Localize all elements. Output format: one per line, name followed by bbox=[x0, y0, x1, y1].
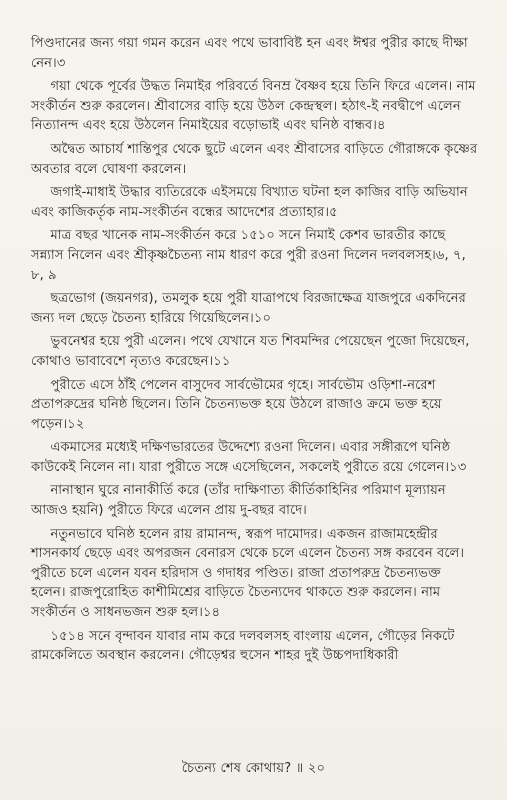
paragraph-7 bbox=[31, 332, 478, 371]
paragraph-2 bbox=[31, 77, 478, 136]
paragraph-8 bbox=[31, 376, 478, 435]
paragraph-3 bbox=[31, 140, 478, 179]
paragraph-4-text: জগাই-মাধাই উদ্ধার ব্যতিরেকে এইসময়ে বিখ্যাত ঘটনা হল কাজির বাড়ি অভিযান এবং কাজিকর্তৃক নাম-সংকীর্তন বন্ধের আদেশের প্রত্যাহার।৫ bbox=[31, 185, 468, 220]
paragraph-1-text: পিণ্ডদানের জন্য গয়া গমন করেন এবং পথে ভাবাবিষ্ট হন এবং ঈশ্বর পুরীর কাছে দীক্ষা নেন।৩ bbox=[31, 36, 468, 71]
paragraph-5 bbox=[31, 226, 478, 285]
paragraph-11 bbox=[31, 525, 478, 623]
paragraph-6 bbox=[31, 289, 478, 328]
page-footer: চৈতন্য শেষ কোথায়? ॥ ২০ bbox=[181, 761, 326, 776]
paragraph-10 bbox=[31, 481, 478, 520]
paragraph-12-text: ১৫১৪ সনে বৃন্দাবন যাবার নাম করে দলবলসহ বাংলায় এলেন, গৌড়ের নিকটে রামকেলিতে অবস্থান করলেন। গৌড়েশ্বর হুসেন শাহর দুই উচ্চপদাধিকারী bbox=[31, 628, 455, 664]
paragraph-1 bbox=[31, 34, 478, 73]
paragraph-6-text: ছত্রভোগ (জয়নগর), তমলুক হয়ে পুরী যাত্রাপথে বিরজাক্ষেত্র যাজপুরে একদিনের জন্য দল ছেড়ে চৈতন্য হারিয়ে গিয়েছিলেন।১০ bbox=[31, 291, 466, 326]
body-text bbox=[31, 34, 478, 666]
paragraph-5-text: মাত্র বছর খানেক নাম-সংকীর্তন করে ১৫১০ সনে নিমাই কেশব ভারতীর কাছে সন্ন্যাস নিলেন এবং শ্রীকৃষ্ণচৈতন্য নাম ধারণ করে পুরী রওনা দিলেন দলবলসহ।৬, ৭, ৮, ৯ bbox=[31, 228, 466, 283]
paragraph-9-text: একমাসের মধ্যেই দক্ষিণভারতের উদ্দেশ্যে রওনা দিলেন। এবার সঙ্গীরূপে ঘনিষ্ঠ কাউকেই নিলেন না। যারা পুরীতে সঙ্গে এসেছিলেন, সকলেই পুরীতে রয়ে গেলেন।১৩ bbox=[31, 440, 467, 475]
paragraph-2-text: গয়া থেকে পূর্বের উদ্ধত নিমাইর পরিবর্তে বিনম্র বৈষ্ণব হয়ে তিনি ফিরে এলেন। নাম সংকীর্তন শুরু করলেন। শ্রীবাসের বাড়ি হয়ে উঠল কেন্দ্রস্থল। হঠাৎ-ই নবদ্বীপে এলেন নিত্যানন্দ এবং হয়ে উঠলেন নিমাইয়ের বড়োভাই এবং ঘনিষ্ঠ বান্ধব।৪ bbox=[31, 79, 476, 134]
paragraph-12 bbox=[31, 627, 478, 666]
paragraph-9 bbox=[31, 438, 478, 477]
paragraph-7-text: ভুবনেশ্বর হয়ে পুরী এলেন। পথে যেখানে যত শিবমন্দির পেয়েছেন পুজো দিয়েছেন, কোথাও ভাবাবেশে নৃত্যও করেছেন।১১ bbox=[31, 334, 470, 369]
paragraph-11-text: নতুনভাবে ঘনিষ্ঠ হলেন রায় রামানন্দ, স্বরূপ দামোদর। একজন রাজামহেন্দ্রীর শাসনকার্য ছেড়ে এবং অপরজন বেনারস থেকে চলে এলেন চৈতন্য সঙ্গ করবেন বলে। পুরীতে চলে এলেন যবন হরিদাস ও গদাধর পণ্ডিত। রাজা প্রতাপরুদ্র চৈতন্যভক্ত হলেন। রাজপুরোহিত কাশীমিশ্রের বাড়িতে চৈতন্যদেব থাকতে শুরু করলেন। নাম সংকীর্তন ও সাধনভজন শুরু হল।১৪ bbox=[31, 526, 465, 621]
paragraph-10-text: নানাস্থান ঘুরে নানাকীর্তি করে (তাঁর দাক্ষিণাত্য কীর্তিকাহিনির পরিমাণ মূল্যায়ন আজও হয়নি) পুরীতে ফিরে এলেন প্রায় দু-বছর বাদে। bbox=[31, 483, 446, 519]
paragraph-8-text: পুরীতে এসে ঠাঁই পেলেন বাসুদেব সার্বভৌমের গৃহে। সার্বভৌম ওড়িশা-নরেশ প্রতাপরুদ্রের ঘনিষ্ঠ ছিলেন। তিনি চৈতন্যভক্ত হয়ে উঠলে রাজাও ক্রমে ভক্ত হয়ে পড়েন।১২ bbox=[31, 377, 442, 432]
paragraph-3-text: অদ্বৈত আচার্য শান্তিপুর থেকে ছুটে এলেন এবং শ্রীবাসের বাড়িতে গৌরাঙ্গকে কৃষ্ণের অবতার বলে ঘোষণা করলেন। bbox=[31, 141, 478, 177]
paragraph-4 bbox=[31, 183, 478, 222]
